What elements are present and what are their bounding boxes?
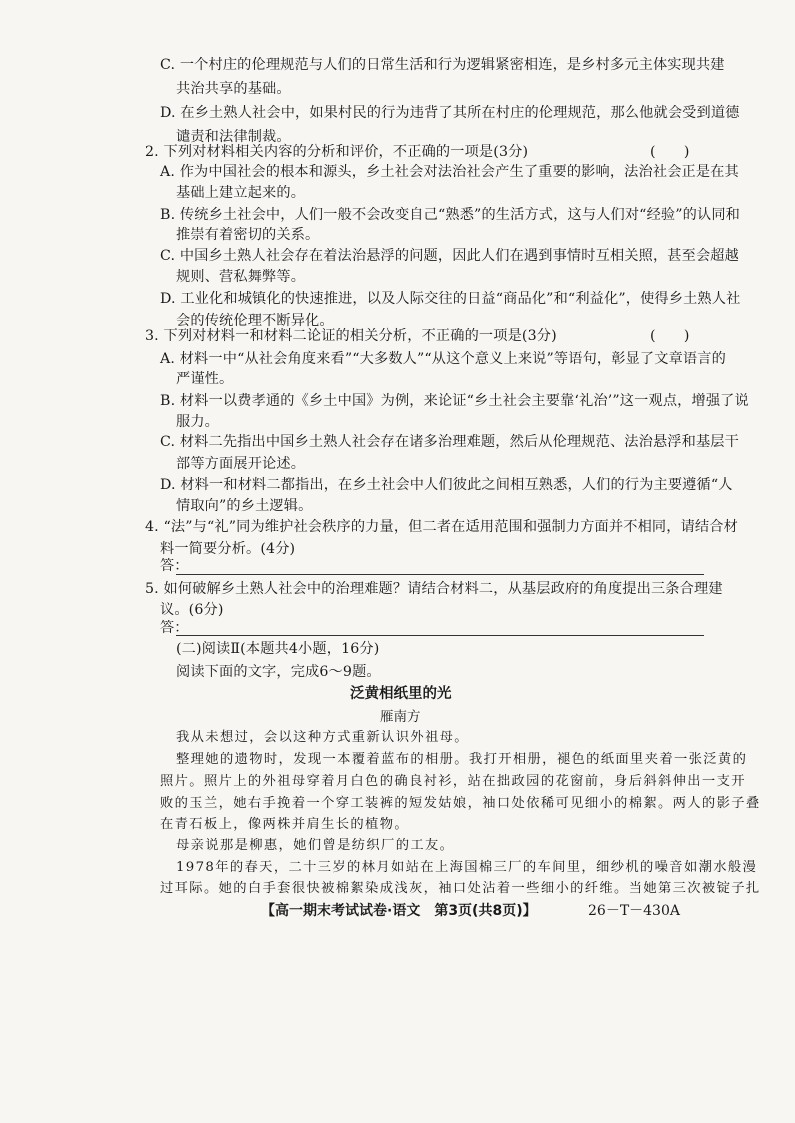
q2-option-d-line2: 会的传统伦理不断异化。 bbox=[176, 313, 334, 329]
article-author: 雁南方 bbox=[380, 709, 421, 725]
q2-option-b-line1: B. 传统乡土社会中，人们一般不会改变自己“熟悉”的生活方式，这与人们对“经验”的认同和 bbox=[160, 207, 740, 223]
q2-option-b-line2: 推崇有着密切的关系。 bbox=[176, 227, 320, 243]
q5-stem-line1: 5. 如何破解乡土熟人社会中的治理难题？请结合材料二，从基层政府的角度提出三条合理建 bbox=[145, 581, 723, 597]
section2-heading: (二)阅读Ⅱ(本题共4小题，16分) bbox=[176, 641, 380, 657]
q3-option-a-line2: 严谨性。 bbox=[176, 371, 234, 387]
article-paragraph-line: 1978年的春天，二十三岁的林月如站在上海国棉三厂的车间里，细纱机的噪音如潮水般漫 bbox=[176, 860, 758, 875]
section2-instruction: 阅读下面的文字，完成6～9题。 bbox=[176, 664, 381, 680]
q1-option-c-line2: 共治共享的基础。 bbox=[176, 81, 291, 97]
q4-answer-line[interactable] bbox=[176, 574, 704, 575]
q2-option-d-line1: D. 工业化和城镇化的快速推进，以及人际交往的日益“商品化”和“利益化”，使得乡土熟人社 bbox=[160, 291, 741, 307]
page-footer-code: 26－T－430A bbox=[588, 903, 680, 919]
q3-option-c-line2: 部等方面展开论述。 bbox=[176, 456, 306, 472]
q3-option-b-line2: 服力。 bbox=[176, 414, 220, 430]
q4-stem-line1: 4. “法”与“礼”同为维护社会秩序的力量，但二者在适用范围和强制力方面并不相同，请结合材 bbox=[145, 519, 738, 535]
q5-stem-line2: 议。(6分) bbox=[160, 602, 224, 618]
q3-stem: 3. 下列对材料一和材料二论证的相关分析，不正确的一项是(3分) bbox=[145, 328, 557, 344]
q2-option-a-line1: A. 作为中国社会的根本和源头，乡土社会对法治社会产生了重要的影响，法治社会正是在其 bbox=[160, 164, 739, 180]
article-paragraph-line: 在青石板上，像两株并肩生长的植物。 bbox=[160, 817, 409, 832]
q3-answer-paren: ( ) bbox=[650, 328, 690, 344]
q5-answer-label: 答： bbox=[160, 620, 189, 636]
article-paragraph-line: 照片。照片上的外祖母穿着月白色的确良衬衫，站在拙政园的花窗前，身后斜斜伸出一支开 bbox=[160, 774, 746, 789]
q1-option-d-line1: D. 在乡土熟人社会中，如果村民的行为违背了其所在村庄的伦理规范，那么他就会受到道德 bbox=[160, 105, 740, 121]
page-footer-title bbox=[261, 899, 537, 923]
q4-answer-label: 答： bbox=[160, 558, 189, 574]
article-paragraph-line: 败的玉兰，她右手挽着一个穿工装裤的短发姑娘，袖口处依稀可见细小的棉絮。两人的影子叠 bbox=[160, 796, 761, 811]
q3-option-d-line2: 情取向”的乡土逻辑。 bbox=[176, 498, 313, 514]
article-paragraph-line: 我从未想过，会以这种方式重新认识外祖母。 bbox=[176, 730, 469, 745]
article-paragraph-line: 过耳际。她的白手套很快被棉絮染成浅灰，袖口处沾着一些细小的纤维。当她第三次被锭子扎 bbox=[160, 881, 761, 896]
footer-title-text: 【高一期末考试试卷·语文 第3页(共8页)】 bbox=[261, 903, 537, 919]
q3-option-d-line1: D. 材料一和材料二都指出，在乡土社会中人们彼此之间相互熟悉，人们的行为主要遵循“人 bbox=[160, 477, 733, 493]
article-paragraph-line: 母亲说那是柳惠，她们曾是纺织厂的工友。 bbox=[176, 838, 455, 853]
q4-stem-line2: 料一简要分析。(4分) bbox=[160, 541, 296, 557]
article-paragraph-line: 整理她的遗物时，发现一本覆着蓝布的相册。我打开相册，褪色的纸面里夹着一张泛黄的 bbox=[176, 752, 748, 767]
q2-option-c-line2: 规则、营私舞弊等。 bbox=[176, 269, 306, 285]
q3-option-c-line1: C. 材料二先指出中国乡土熟人社会存在诸多治理难题，然后从伦理规范、法治悬浮和基层干 bbox=[160, 434, 739, 450]
q3-option-a-line1: A. 材料一中“从社会角度来看”“大多数人”“从这个意义上来说”等语句，彰显了文章语言的 bbox=[160, 351, 726, 367]
q5-answer-line[interactable] bbox=[176, 635, 704, 636]
q2-stem: 2. 下列对材料相关内容的分析和评价，不正确的一项是(3分) bbox=[145, 144, 529, 160]
q2-option-c-line1: C. 中国乡土熟人社会存在着法治悬浮的问题，因此人们在遇到事情时互相关照，甚至会超越 bbox=[160, 248, 739, 264]
q3-option-b-line1: B. 材料一以费孝通的《乡土中国》为例，来论证“乡土社会主要靠‘礼治’”这一观点，增强了说 bbox=[160, 393, 749, 409]
article-title: 泛黄相纸里的光 bbox=[350, 686, 452, 702]
q2-option-a-line2: 基础上建立起来的。 bbox=[176, 185, 306, 201]
q1-option-d-line2: 谴责和法律制裁。 bbox=[176, 129, 291, 145]
q1-option-c-line1: C. 一个村庄的伦理规范与人们的日常生活和行为逻辑紧密相连，是乡村多元主体实现共建 bbox=[160, 57, 725, 73]
q2-answer-paren: ( ) bbox=[650, 144, 690, 160]
